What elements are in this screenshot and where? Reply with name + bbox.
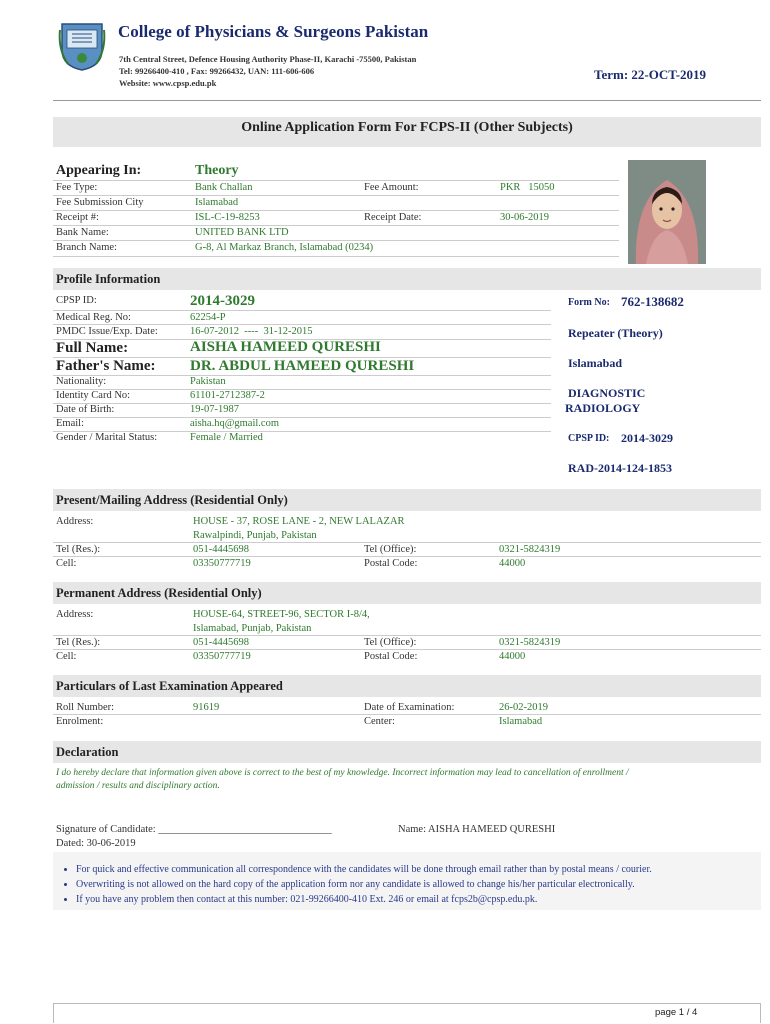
signature-name: Name: AISHA HAMEED QURESHI [398,824,556,835]
present-cell-value: 03350777719 [193,558,251,569]
side-cpsp-id-label: CPSP ID: [568,433,610,444]
present-cell-label: Cell: [56,558,77,569]
row-line [53,375,551,376]
receipt-label: Receipt #: [56,212,99,223]
college-website: Website: www.cpsp.edu.pk [119,78,217,88]
term: Term: 22-OCT-2019 [594,67,707,82]
pmdc-label: PMDC Issue/Exp. Date: [56,326,158,337]
signature-date: Dated: 30-06-2019 [56,838,136,849]
note-item: • For quick and effective communication all correspondence with the candidates will be done through email rather than by postal means / courier. [76,862,652,877]
appearing-value: Theory [195,163,239,178]
row-line [53,417,551,418]
permanent-cell-label: Cell: [56,651,77,662]
city-label: Fee Submission City [56,197,144,208]
cpsp-logo [58,20,106,72]
receipt-date-label: Receipt Date: [364,212,422,223]
candidate-photo [628,160,706,264]
permanent-office-label: Tel (Office): [364,637,417,648]
branch-label: Branch Name: [56,242,117,253]
present-postal-label: Postal Code: [364,558,418,569]
declaration-line2: admission / results and disciplinary action. [56,781,220,791]
fee-type-label: Fee Type: [56,182,98,193]
appearing-label: Appearing In: [56,163,142,178]
permanent-cell-value: 03350777719 [193,651,251,662]
row-line [53,195,619,196]
row-line [53,240,619,241]
nationality-label: Nationality: [56,376,107,387]
permanent-tel-label: Tel (Res.): [56,637,101,648]
signature-line: Signature of Candidate: _________________________________ [56,824,332,835]
bank-value: UNITED BANK LTD [195,227,289,238]
row-line [53,256,619,257]
present-office-value: 0321-5824319 [499,544,561,555]
college-name: College of Physicians & Surgeons Pakistan [118,22,429,41]
permanent-address-line2: Islamabad, Punjab, Pakistan [193,623,312,634]
side-cpsp-id-value: 2014-3029 [621,431,673,445]
row-line [53,649,761,650]
dob-value: 19-07-1987 [190,404,239,415]
branch-value: G-8, Al Markaz Branch, Islamabad (0234) [195,242,374,253]
permanent-address-label: Address: [56,609,94,620]
note-item: • If you have any problem then contact at this number: 021-99266400-410 Ext. 246 or email at fcps2b@cpsp.edu.pk. [76,892,652,907]
row-line [53,635,761,636]
full-name-value: AISHA HAMEED QURESHI [190,339,381,355]
declaration-heading: Declaration [53,741,761,763]
present-address-line2: Rawalpindi, Punjab, Pakistan [193,530,317,541]
permanent-tel-value: 051-4445698 [193,637,249,648]
college-address: 7th Central Street, Defence Housing Authority Phase-II, Karachi -75500, Pakistan [119,54,417,64]
email-value: aisha.hq@gmail.com [190,418,279,429]
city-value: Islamabad [195,197,239,208]
enrolment-label: Enrolment: [56,716,104,727]
row-line [53,225,619,226]
fee-type-value: Bank Challan [195,182,253,193]
note-item: • Overwriting is not allowed on the hard copy of the application form nor any candidate is allowed to change his/her particular electronically. [76,877,652,892]
form-no-value: 762-138682 [621,294,684,309]
cpsp-id-value: 2014-3029 [190,293,255,309]
present-office-label: Tel (Office): [364,544,417,555]
row-line [53,180,619,181]
present-tel-value: 051-4445698 [193,544,249,555]
row-line [53,556,761,557]
row-line [53,714,761,715]
exam-center: Islamabad [568,356,623,370]
gender-value: Female / Married [190,432,263,443]
form-title: Online Application Form For FCPS-II (Other Subjects) [241,120,573,135]
page-number: page 1 / 4 [655,1007,698,1018]
roll-label: Roll Number: [56,702,115,713]
header-divider [53,100,761,101]
row-line [53,542,761,543]
declaration-line1: I do hereby declare that information given above is correct to the best of my knowledge. Incorrect information may lead to cancellation of enrollment / [56,768,629,778]
permanent-address-line1: HOUSE-64, STREET-96, SECTOR I-8/4, [193,609,370,620]
specialty-line1: DIAGNOSTIC [568,386,646,400]
center-value: Islamabad [499,716,543,727]
reg-value: 62254-P [190,312,226,323]
registration-code: RAD-2014-124-1853 [568,461,672,475]
row-line [53,210,619,211]
cpsp-id-label: CPSP ID: [56,295,97,306]
permanent-postal-value: 44000 [499,651,526,662]
row-line [53,324,551,325]
dob-label: Date of Birth: [56,404,115,415]
exam-date-label: Date of Examination: [364,702,455,713]
exam-date-value: 26-02-2019 [499,702,548,713]
permanent-postal-label: Postal Code: [364,651,418,662]
idcard-value: 61101-2712387-2 [190,390,265,401]
father-name-label: Father's Name: [56,358,156,374]
roll-value: 91619 [193,702,220,713]
row-line [53,403,551,404]
full-name-label: Full Name: [56,340,129,356]
idcard-label: Identity Card No: [56,390,131,401]
receipt-value: ISL-C-19-8253 [195,212,260,223]
present-address-label: Address: [56,516,94,527]
center-label: Center: [364,716,395,727]
email-label: Email: [56,418,84,429]
form-no-label: Form No: [568,297,610,308]
fee-amount-label: Fee Amount: [364,182,419,193]
gender-label: Gender / Marital Status: [56,432,158,443]
bank-label: Bank Name: [56,227,109,238]
row-line [53,310,551,311]
profile-heading: Profile Information [53,268,761,290]
reg-label: Medical Reg. No: [56,312,131,323]
fee-amount-value: PKR 15050 [500,182,555,193]
present-address-line1: HOUSE - 37, ROSE LANE - 2, NEW LALAZAR [193,516,405,527]
present-tel-label: Tel (Res.): [56,544,101,555]
present-address-heading: Present/Mailing Address (Residential Only) [53,489,761,511]
permanent-address-heading: Permanent Address (Residential Only) [53,582,761,604]
pmdc-value: 16-07-2012 ---- 31-12-2015 [190,326,313,337]
permanent-office-value: 0321-5824319 [499,637,561,648]
nationality-value: Pakistan [190,376,226,387]
last-exam-heading: Particulars of Last Examination Appeared [53,675,761,697]
repeater-status: Repeater (Theory) [568,326,663,340]
college-contact: Tel: 99266400-410 , Fax: 99266432, UAN: 111-606-606 [119,66,315,76]
present-postal-value: 44000 [499,558,526,569]
father-name-value: DR. ABDUL HAMEED QURESHI [190,358,415,374]
notes-list [62,862,652,907]
specialty-line2: RADIOLOGY [565,401,641,415]
receipt-date-value: 30-06-2019 [500,212,549,223]
